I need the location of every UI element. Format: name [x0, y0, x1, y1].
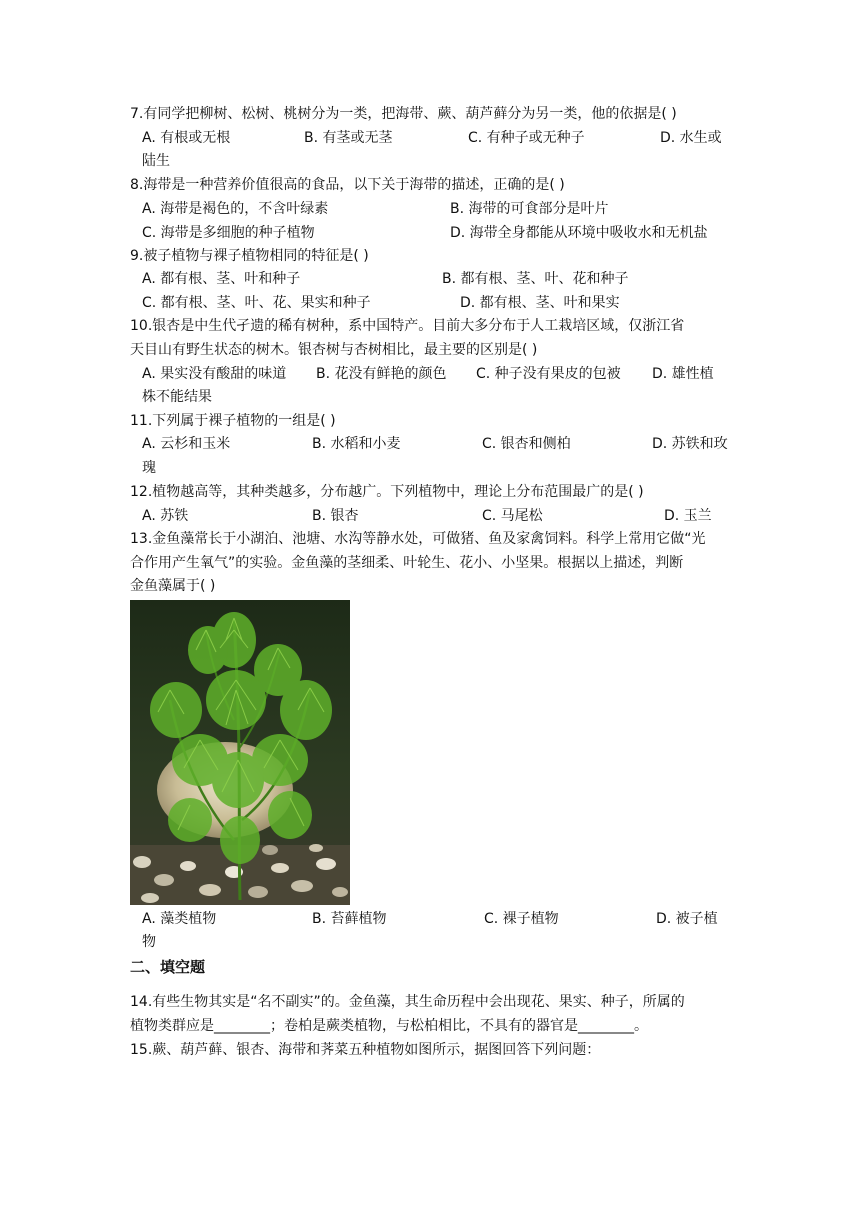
- hornwort-illustration: [130, 600, 350, 905]
- q8-option-b[interactable]: B. 海带的可食部分是叶片: [450, 201, 609, 217]
- section-2-title: 二、填空题: [130, 958, 206, 976]
- question-9-stem: 9.被子植物与裸子植物相同的特征是( ): [130, 248, 369, 264]
- q13-option-b[interactable]: B. 苔藓植物: [312, 911, 387, 927]
- q13-option-d[interactable]: D. 被子植: [656, 911, 718, 927]
- q10-option-b[interactable]: B. 花没有鲜艳的颜色: [316, 366, 447, 382]
- q8-option-a[interactable]: A. 海带是褐色的，不含叶绿素: [142, 201, 329, 217]
- question-13-stem-line-2: 合作用产生氧气”的实验。金鱼藻的茎细柔、叶轮生、花小、小坚果。根据以上描述，判断: [130, 555, 684, 571]
- q10-option-c[interactable]: C. 种子没有果皮的包被: [476, 366, 621, 382]
- q11-option-a[interactable]: A. 云杉和玉米: [142, 436, 231, 452]
- q8-option-d[interactable]: D. 海带全身都能从环境中吸收水和无机盐: [450, 225, 708, 241]
- question-8-stem: 8.海带是一种营养价值很高的食品，以下关于海带的描述，正确的是( ): [130, 177, 565, 193]
- q9-option-d[interactable]: D. 都有根、茎、叶和果实: [460, 295, 620, 311]
- q12-option-b[interactable]: B. 银杏: [312, 508, 359, 524]
- question-10-stem-line-1: 10.银杏是中生代孑遗的稀有树种，系中国特产。目前大多分布于人工栽培区域，仅浙江省: [130, 318, 685, 334]
- q11-option-b[interactable]: B. 水稻和小麦: [312, 436, 401, 452]
- q9-option-a[interactable]: A. 都有根、茎、叶和种子: [142, 271, 301, 287]
- question-12-stem: 12.植物越高等，其种类越多，分布越广。下列植物中，理论上分布范围最广的是( ): [130, 484, 644, 500]
- q8-option-c[interactable]: C. 海带是多细胞的种子植物: [142, 225, 315, 241]
- q11-option-d-continued: 瑰: [142, 460, 156, 476]
- q12-option-d[interactable]: D. 玉兰: [664, 508, 712, 524]
- q10-option-d[interactable]: D. 雄性植: [652, 366, 714, 382]
- question-11-stem: 11.下列属于裸子植物的一组是( ): [130, 413, 336, 429]
- question-13-stem-line-1: 13.金鱼藻常长于小湖泊、池塘、水沟等静水处，可做猪、鱼及家禽饲料。科学上常用它做“光: [130, 531, 706, 547]
- q9-option-b[interactable]: B. 都有根、茎、叶、花和种子: [442, 271, 629, 287]
- question-10-stem-line-2: 天目山有野生状态的树木。银杏树与杏树相比，最主要的区别是( ): [130, 342, 538, 358]
- question-7-stem: 7.有同学把柳树、松树、桃树分为一类，把海带、蕨、葫芦藓分为另一类，他的依据是( ): [130, 106, 677, 122]
- question-14-line-1: 14.有些生物其实是“名不副实”的。金鱼藻，其生命历程中会出现花、果实、种子，所属的: [130, 994, 685, 1010]
- q7-option-a[interactable]: A. 有根或无根: [142, 130, 231, 146]
- q12-option-c[interactable]: C. 马尾松: [482, 508, 543, 524]
- q10-option-d-continued: 株不能结果: [142, 389, 212, 405]
- question-14-line-2: 植物类群应是________；卷柏是蕨类植物，与松柏相比，不具有的器官是________。: [130, 1018, 648, 1034]
- q7-option-c[interactable]: C. 有种子或无种子: [468, 130, 585, 146]
- q7-option-b[interactable]: B. 有茎或无茎: [304, 130, 393, 146]
- q12-option-a[interactable]: A. 苏铁: [142, 508, 189, 524]
- q7-option-d-continued: 陆生: [142, 153, 170, 169]
- q13-option-a[interactable]: A. 藻类植物: [142, 911, 217, 927]
- q11-option-d[interactable]: D. 苏铁和玫: [652, 436, 728, 452]
- q13-option-d-continued: 物: [142, 934, 156, 950]
- q13-option-c[interactable]: C. 裸子植物: [484, 911, 559, 927]
- hornwort-photo: [130, 600, 350, 905]
- q11-option-c[interactable]: C. 银杏和侧柏: [482, 436, 571, 452]
- question-13-stem-line-3: 金鱼藻属于( ): [130, 578, 216, 594]
- question-15-line-1: 15.蕨、葫芦藓、银杏、海带和荠菜五种植物如图所示，据图回答下列问题：: [130, 1042, 601, 1058]
- q7-option-d[interactable]: D. 水生或: [660, 130, 722, 146]
- q10-option-a[interactable]: A. 果实没有酸甜的味道: [142, 366, 287, 382]
- q9-option-c[interactable]: C. 都有根、茎、叶、花、果实和种子: [142, 295, 371, 311]
